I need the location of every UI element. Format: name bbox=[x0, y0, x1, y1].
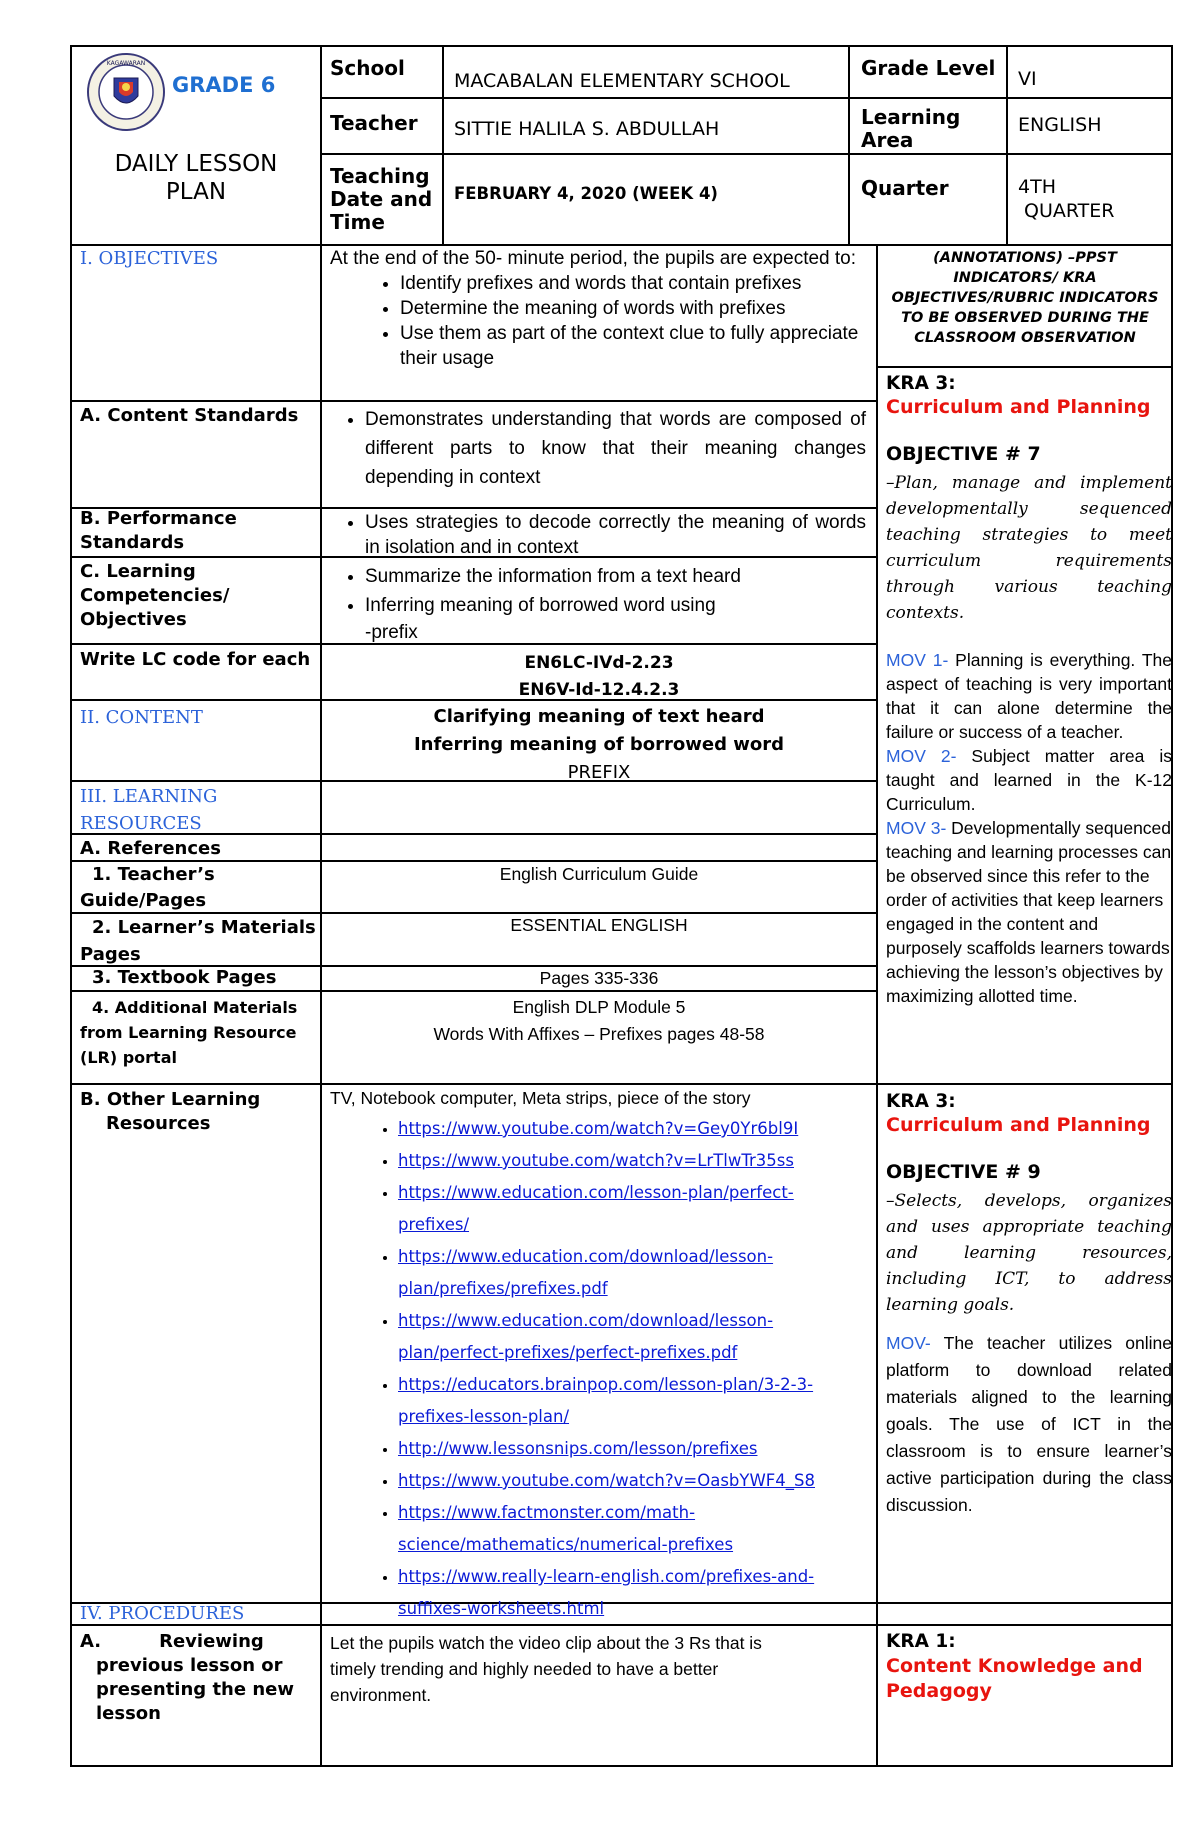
deped-seal-icon bbox=[86, 52, 166, 132]
lc-codes: EN6LC-IVd-2.23 EN6V-Id-12.4.2.3 bbox=[518, 653, 680, 700]
resource-link-item[interactable] bbox=[398, 1305, 870, 1369]
performance-standards-text: • Uses strategies to decode correctly the meaning of words in isolation and in context bbox=[330, 510, 866, 560]
resource-link[interactable]: suffixes-worksheets.html bbox=[398, 1599, 605, 1618]
resource-link-item[interactable] bbox=[398, 1145, 870, 1177]
resource-link[interactable]: https://www.education.com/download/lesson- bbox=[398, 1311, 774, 1330]
objectives-label: I. OBJECTIVES bbox=[80, 248, 219, 269]
grade-level-label: Grade Level bbox=[861, 56, 996, 80]
references-label: A. References bbox=[80, 838, 221, 859]
teacher-label: Teacher bbox=[330, 111, 418, 135]
resource-link-item[interactable] bbox=[398, 1497, 870, 1561]
teaching-date-value: FEBRUARY 4, 2020 (WEEK 4) bbox=[454, 184, 718, 203]
other-resources-label: B. Other Learning Resources bbox=[80, 1089, 261, 1134]
annotations-header: (ANNOTATIONS) –PPST INDICATORS/ KRA OBJECTIVES/RUBRIC INDICATORS TO BE OBSERVED DURING THE CLASSROOM OBSERVATION bbox=[891, 250, 1159, 346]
content-label: II. CONTENT bbox=[80, 707, 203, 728]
procedure-a-text: Let the pupils watch the video clip about the 3 Rs that is timely trending and highly needed to have a better environment. bbox=[330, 1633, 762, 1705]
quarter-value: 4TH QUARTER bbox=[1018, 176, 1115, 222]
resource-link[interactable]: http://www.lessonsnips.com/lesson/prefixes bbox=[398, 1439, 758, 1458]
school-value: MACABALAN ELEMENTARY SCHOOL bbox=[454, 70, 790, 92]
resource-link[interactable]: https://www.education.com/lesson-plan/perfect- bbox=[398, 1183, 794, 1202]
textbook-pages-label: 3. Textbook Pages bbox=[92, 967, 277, 988]
content-standards-label: A. Content Standards bbox=[80, 405, 299, 426]
textbook-pages-value: Pages 335-336 bbox=[539, 968, 659, 988]
teachers-guide-label: 1. Teacher’s Guide/Pages bbox=[80, 864, 215, 911]
teacher-value: SITTIE HALILA S. ABDULLAH bbox=[454, 118, 720, 140]
annotation-block-kra3-obj7: KRA 3: Curriculum and Planning OBJECTIVE # 7 –Plan, manage and implement developmentally sequenced teaching strategies to meet curriculum requirements through various teaching contexts. MOV 1- Planning is everything. The aspect of teaching is very important that it can alone determine the failure or success of a teacher. MOV 2- Subject matter area is taught and learned in the K-12 Curriculum. MOV 3- Developmentally sequenced teaching and learning processes can be observed since this refer to the order of activities that keep learners engaged in the content and purposely scaffolds learners towards achieving the lesson’s objectives by maximizing allotted time. bbox=[886, 373, 1173, 1006]
resource-link-item[interactable] bbox=[398, 1465, 870, 1497]
resource-link[interactable]: https://www.youtube.com/watch?v=LrTlwTr35ss bbox=[398, 1151, 794, 1170]
learning-competencies-text: • Summarize the information from a text heard • Inferring meaning of borrowed word using -prefix bbox=[330, 562, 866, 647]
school-label: School bbox=[330, 56, 405, 80]
objective-item: • Determine the meaning of words with prefixes bbox=[400, 296, 860, 321]
resource-link[interactable]: science/mathematics/numerical-prefixes bbox=[398, 1535, 734, 1554]
objectives-content: At the end of the 50- minute period, the pupils are expected to: • Identify prefixes and words that contain prefixes • Determine the meaning of words with prefixes • Use them as part of the context clue to fully appreciate their usage bbox=[330, 246, 860, 371]
performance-standards-label: B. Performance Standards bbox=[80, 508, 237, 553]
resource-link-item[interactable] bbox=[398, 1369, 870, 1433]
procedure-a-label: A. Reviewing previous lesson or presenting the new lesson bbox=[80, 1631, 294, 1724]
additional-materials-label: 4. Additional Materials from Learning Resource (LR) portal bbox=[80, 998, 298, 1067]
additional-materials-value: English DLP Module 5 Words With Affixes – Prefixes pages 48-58 bbox=[433, 997, 765, 1044]
annotation-block-kra3-obj9: KRA 3: Curriculum and Planning OBJECTIVE # 9 –Selects, develops, organizes and uses appropriate teaching and learning resources, including ICT, to address learning goals. MOV- The teacher utilizes online platform to download related materials aligned to the learning goals. The use of ICT in the classroom is to ensure learner’s active participation during the class discussion. bbox=[886, 1091, 1172, 1515]
resource-link-item[interactable] bbox=[398, 1113, 870, 1145]
grade-level-value: VI bbox=[1018, 68, 1037, 90]
lc-code-label: Write LC code for each bbox=[80, 649, 311, 670]
svg-text:KAGAWARAN: KAGAWARAN bbox=[106, 60, 146, 67]
other-resources-list: TV, Notebook computer, Meta strips, piece of the story • https://www.youtube.com/watch?v=Gey0Yr6bl9I • https://www.youtube.com/watch?v=LrTlwTr35ss • https://www.education.com/lesson-plan/perfect- prefixes/ • https://www.education.com/download/lesson- plan/prefixes/prefixes.pdf • https://www.education.com/download/lesson- plan/perfect-prefixes/perfect-prefixes.pdf • https://educators.brainpop.com/lesson-plan/3-2-3- prefixes-lesson-plan/ • http://www.lessonsnips.com/lesson/prefixes • https://www.youtube.com/watch?v=OasbYWF4_S8 • https://www.factmonster.com/math- science/mathematics/numerical-prefixes • https://www.really-learn-english.com/prefixes-and- suffixes-worksheets.html bbox=[330, 1086, 870, 1625]
learning-resources-label: III. LEARNING RESOURCES bbox=[80, 786, 218, 834]
resource-link[interactable]: https://www.really-learn-english.com/prefixes-and- bbox=[398, 1567, 815, 1586]
annotation-block-kra1: KRA 1: Content Knowledge and Pedagogy bbox=[886, 1631, 1143, 1702]
learners-materials-value: ESSENTIAL ENGLISH bbox=[510, 915, 688, 935]
learners-materials-label: 2. Learner’s Materials Pages bbox=[80, 917, 316, 965]
content-standards-text: • Demonstrates understanding that words are composed of different parts to know that their meaning changes depending in context bbox=[330, 405, 866, 492]
learning-area-label: Learning Area bbox=[861, 105, 961, 152]
resource-link[interactable]: https://www.youtube.com/watch?v=OasbYWF4_S8 bbox=[398, 1471, 815, 1490]
content-text: Clarifying meaning of text heard Inferring meaning of borrowed word PREFIX bbox=[413, 706, 785, 783]
resource-link[interactable]: prefixes/ bbox=[398, 1215, 470, 1234]
learning-area-value: ENGLISH bbox=[1018, 114, 1102, 136]
quarter-label: Quarter bbox=[861, 176, 949, 200]
learning-competencies-label: C. Learning Competencies/ Objectives bbox=[80, 561, 230, 630]
resource-link[interactable]: plan/prefixes/prefixes.pdf bbox=[398, 1279, 608, 1298]
dlp-title: DAILY LESSON PLAN bbox=[114, 151, 278, 205]
objective-item: • Use them as part of the context clue to fully appreciate their usage bbox=[400, 321, 860, 371]
resource-link[interactable]: https://www.education.com/download/lesson- bbox=[398, 1247, 774, 1266]
resource-link[interactable]: https://www.factmonster.com/math- bbox=[398, 1503, 696, 1522]
resource-link[interactable]: prefixes-lesson-plan/ bbox=[398, 1407, 570, 1426]
resource-link-item[interactable] bbox=[398, 1177, 870, 1241]
teachers-guide-value: English Curriculum Guide bbox=[499, 864, 699, 884]
resource-link[interactable]: plan/perfect-prefixes/perfect-prefixes.pdf bbox=[398, 1343, 738, 1362]
resource-link[interactable]: https://www.youtube.com/watch?v=Gey0Yr6bl9I bbox=[398, 1119, 799, 1138]
objective-item: • Identify prefixes and words that contain prefixes bbox=[400, 271, 860, 296]
resource-link[interactable]: https://educators.brainpop.com/lesson-plan/3-2-3- bbox=[398, 1375, 814, 1394]
resource-link-item[interactable] bbox=[398, 1241, 870, 1305]
procedures-label: IV. PROCEDURES bbox=[80, 1603, 245, 1624]
grade-label: GRADE 6 bbox=[172, 73, 276, 97]
resource-link-item[interactable] bbox=[398, 1433, 870, 1465]
teaching-date-label: Teaching Date and Time bbox=[330, 164, 433, 234]
resource-link-item[interactable] bbox=[398, 1561, 870, 1625]
